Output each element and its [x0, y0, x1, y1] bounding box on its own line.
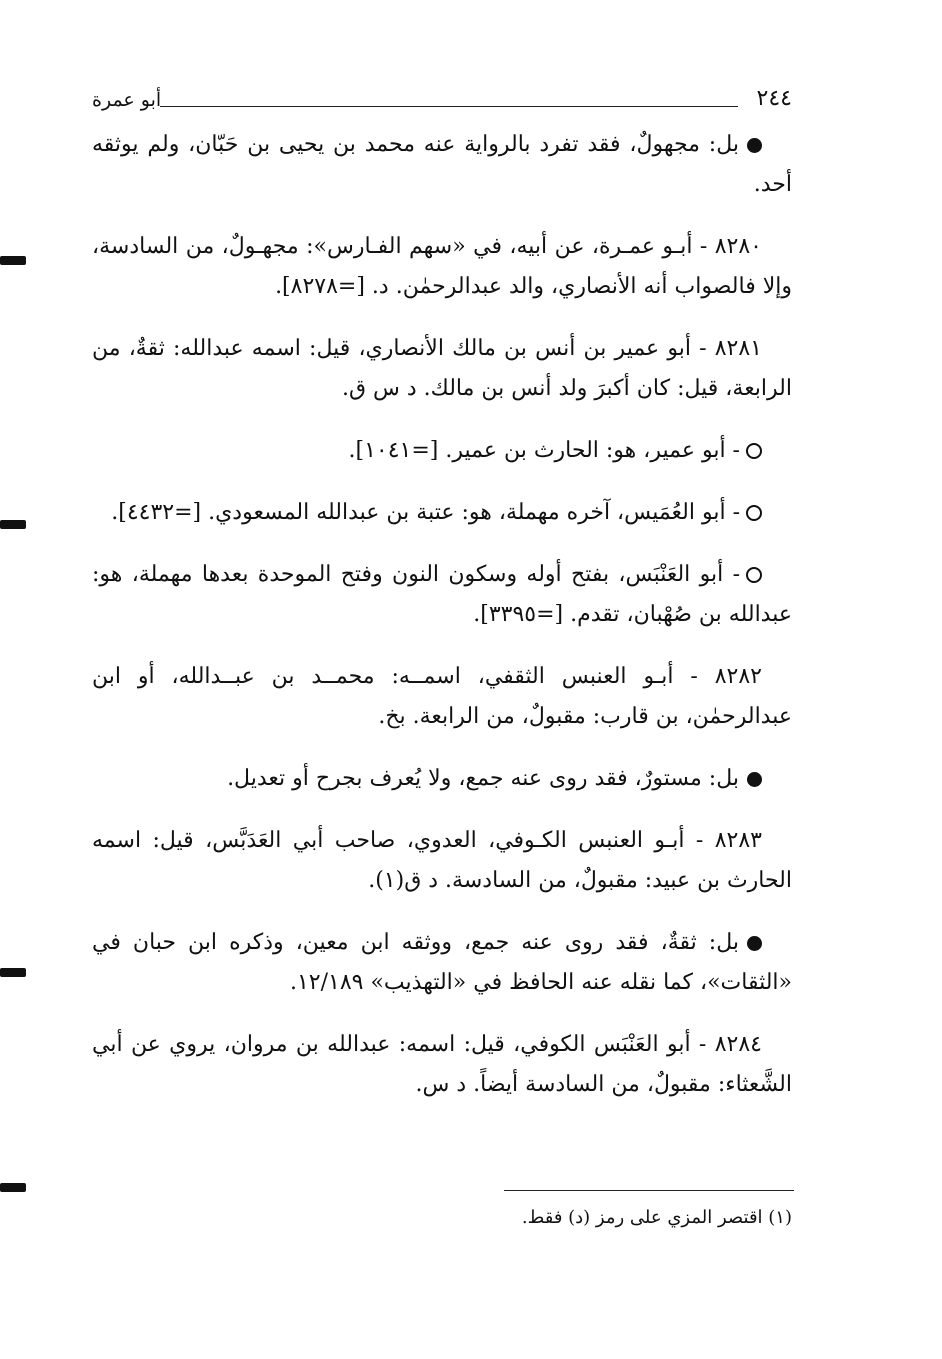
page-number: ٢٤٤ [756, 86, 792, 111]
entry-text: - أبو عمير، هو: الحارث بن عمير. [=١٠٤١]. [348, 438, 740, 463]
solid-bullet-icon [747, 772, 762, 787]
entry-text: ٨٢٨٠ - أبـو عمـرة، عن أبيه، في «سهم الفـارس»: مجهـولٌ، من السادسة، وإلا فالصواب أنه الأنصاري، والد عبدالرحمٰن. د. [=٨٢٧٨]. [92, 234, 792, 299]
margin-mark [0, 968, 26, 977]
entry-text: ٨٢٨٣ - أبـو العنبس الكـوفي، العدوي، صاحب أبي العَدَبَّس، قيل: اسمه الحارث بن عبيد: مقبولٌ، من السادسة. د ق(١). [92, 828, 792, 893]
entry-8284 [92, 1025, 792, 1105]
margin-mark [0, 1183, 26, 1192]
margin-mark [0, 256, 26, 265]
entry-text: ٨٢٨٢ - أبـو العنبس الثقفي، اسمــه: محمــد بن عبــدالله، أو ابن عبدالرحمٰن، بن قارب: مقبولٌ، من الرابعة. بخ. [92, 664, 792, 729]
margin-mark [0, 520, 26, 529]
entry-8282 [92, 657, 792, 737]
footnote-rule [504, 1190, 794, 1191]
running-title: أبو عمرة [92, 89, 162, 111]
solid-bullet-icon [747, 138, 762, 153]
entry-comment [92, 125, 792, 205]
entry-8280 [92, 227, 792, 307]
entry-8281 [92, 329, 792, 409]
entry-text: بل: مجهولٌ، فقد تفرد بالرواية عنه محمد بن يحيى بن حَبّان، ولم يوثقه أحد. [92, 132, 792, 197]
header-rule [160, 106, 738, 107]
entry-cross-reference [92, 555, 792, 635]
hollow-bullet-icon [746, 505, 762, 521]
entry-text: بل: مستورٌ، فقد روى عنه جمع، ولا يُعرف بجرح أو تعديل. [227, 766, 739, 791]
entry-8283 [92, 821, 792, 901]
hollow-bullet-icon [746, 567, 762, 583]
footnote: (١) اقتصر المزي على رمز (د) فقط. [521, 1207, 792, 1228]
body-text [92, 125, 792, 1127]
hollow-bullet-icon [746, 443, 762, 459]
entry-cross-reference [92, 493, 792, 533]
entry-comment [92, 923, 792, 1003]
entry-comment [92, 759, 792, 799]
page-header [92, 86, 792, 116]
solid-bullet-icon [747, 936, 762, 951]
entry-text: - أبو العَنْبَس، بفتح أوله وسكون النون وفتح الموحدة بعدها مهملة، هو: عبدالله بن صُهْبان، تقدم. [=٣٣٩٥]. [92, 562, 792, 627]
entry-text: ٨٢٨٤ - أبو العَنْبَس الكوفي، قيل: اسمه: عبدالله بن مروان، يروي عن أبي الشَّعثاء: مقبولٌ، من السادسة أيضاً. د س. [92, 1032, 792, 1097]
entry-text: ٨٢٨١ - أبو عمير بن أنس بن مالك الأنصاري، قيل: اسمه عبدالله: ثقةٌ، من الرابعة، قيل: كان أكبرَ ولد أنس بن مالك. د س ق. [92, 336, 792, 401]
entry-text: - أبو العُمَيس، آخره مهملة، هو: عتبة بن عبدالله المسعودي. [=٤٤٣٢]. [111, 500, 740, 525]
entry-cross-reference [92, 431, 792, 471]
entry-text: بل: ثقةٌ، فقد روى عنه جمع، ووثقه ابن معين، وذكره ابن حبان في «الثقات»، كما نقله عنه الحافظ في «التهذيب» ١٢/١٨٩. [92, 930, 792, 995]
